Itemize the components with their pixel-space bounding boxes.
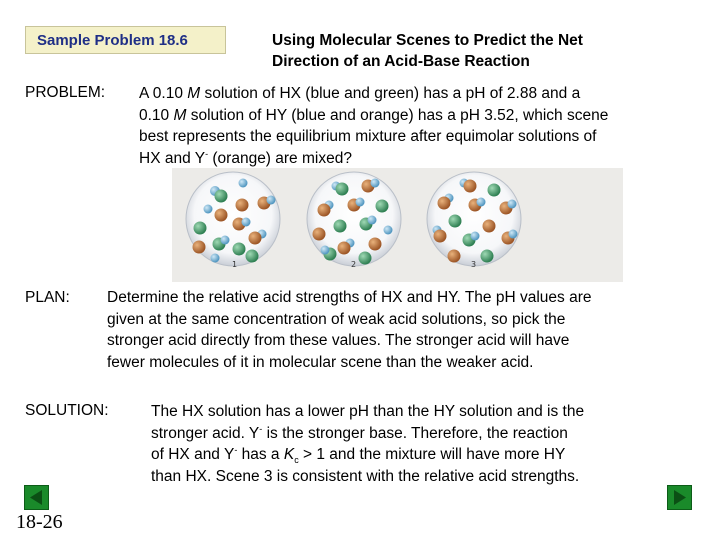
heading-line-1: Using Molecular Scenes to Predict the Net	[272, 32, 583, 49]
forward-button[interactable]	[667, 485, 692, 510]
problem-text	[139, 83, 699, 169]
plan-line-2: given at the same concentration of weak acid solutions, so pick the	[107, 310, 566, 328]
scene-2	[307, 172, 401, 266]
solution-label: SOLUTION:	[25, 402, 109, 419]
problem-label: PROBLEM:	[25, 84, 106, 101]
solution-text	[151, 401, 691, 487]
scene-label-3: 3	[471, 260, 477, 269]
problem-line-2: 0.10 M solution of HY (blue and orange) has a pH 3.52, which scene	[139, 106, 609, 124]
triangle-left-icon	[24, 485, 49, 510]
problem-line-3: best represents the equilibrium mixture after equimolar solutions of	[139, 128, 597, 145]
plan-text	[107, 287, 707, 373]
plan-line-4: fewer molecules of it in molecular scene than the weaker acid.	[107, 353, 534, 371]
problem-line-4: HX and Y- (orange) are mixed?	[139, 148, 352, 167]
triangle-right-icon	[667, 485, 692, 510]
back-button[interactable]	[24, 485, 49, 510]
plan-line-1: Determine the relative acid strengths of HX and HY. The pH values are	[107, 289, 592, 306]
solution-line-1: The HX solution has a lower pH than the HY solution and is the	[151, 403, 585, 420]
solution-line-2: stronger acid. Y- is the stronger base. Therefore, the reaction	[151, 423, 568, 442]
solution-line-4: than HX. Scene 3 is consistent with the relative acid strengths.	[151, 467, 580, 485]
sample-problem-label-box	[25, 26, 226, 54]
problem-line-1: A 0.10 M solution of HX (blue and green) has a pH of 2.88 and a	[139, 85, 581, 102]
solution-line-3: of HX and Y- has a $K_c > 1$ and the mixture will have more HY	[151, 444, 566, 466]
heading-line-2: Direction of an Acid-Base Reaction	[272, 53, 530, 70]
plan-label: PLAN:	[25, 289, 70, 306]
scene-1	[186, 172, 280, 266]
scene-3	[427, 172, 521, 266]
sample-problem-label: Sample Problem 18.6	[37, 32, 188, 49]
molecular-scenes-figure	[172, 168, 623, 282]
slide-number: 18-26	[16, 511, 63, 533]
molecular-scenes-svg	[172, 168, 623, 282]
plan-line-3: stronger acid directly from these values. The stronger acid will have	[107, 332, 570, 349]
scene-label-2: 2	[351, 260, 357, 269]
scene-label-1: 1	[232, 260, 238, 269]
page-heading	[272, 30, 692, 72]
